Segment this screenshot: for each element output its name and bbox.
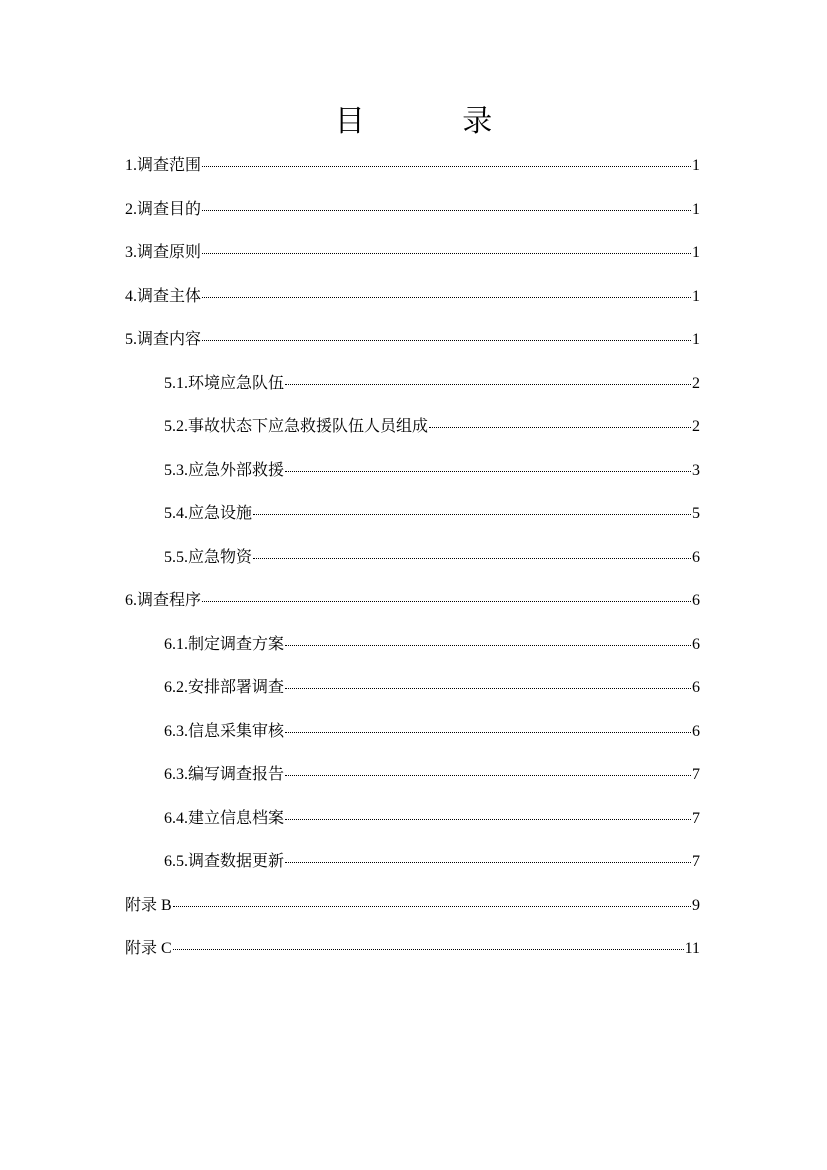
toc-entry-label: 5.4.应急设施	[164, 505, 253, 522]
toc-entry-page-number: 6	[692, 635, 700, 653]
toc-entry-page-number: 1	[692, 200, 700, 218]
toc-entry-page-number: 3	[692, 461, 700, 479]
toc-leader-dots	[285, 687, 691, 689]
toc-entry-label: 6.调查程序	[125, 592, 202, 609]
toc-leader-dots	[285, 731, 691, 733]
toc-entry	[125, 583, 700, 627]
toc-entry-page-number: 1	[692, 331, 700, 348]
toc-subentry	[125, 453, 700, 497]
toc-entry-page-number: 6	[692, 722, 700, 740]
toc-leader-dots	[173, 905, 691, 907]
toc-entry-label: 6.4.建立信息档案	[164, 809, 285, 827]
toc-entry	[125, 322, 700, 366]
toc-entry-label: 5.3.应急外部救援	[164, 461, 285, 479]
toc-leader-dots	[285, 818, 691, 820]
toc-subentry	[125, 801, 700, 845]
toc-entry-label: 4.调查主体	[125, 287, 202, 305]
toc-subentry	[125, 366, 700, 410]
toc-leader-dots	[285, 470, 691, 472]
toc-entry	[125, 888, 700, 932]
toc-leader-dots	[173, 948, 684, 950]
toc-leader-dots	[202, 165, 691, 167]
toc-leader-dots	[202, 209, 691, 211]
toc-entry-page-number: 5	[692, 505, 700, 522]
toc-leader-dots	[285, 774, 691, 776]
toc-entry-page-number: 9	[692, 896, 700, 914]
toc-leader-dots	[253, 557, 691, 559]
toc-leader-dots	[285, 644, 691, 646]
toc-subentry	[125, 627, 700, 671]
toc-entry-label: 附录 C	[125, 940, 172, 957]
toc-entry-label: 6.3.信息采集审核	[164, 722, 285, 740]
toc-leader-dots	[253, 513, 691, 515]
toc-entry-label: 5.5.应急物资	[164, 548, 253, 566]
toc-subentry	[125, 757, 700, 801]
toc-leader-dots	[285, 861, 691, 863]
toc-entry-page-number: 7	[692, 766, 700, 783]
toc-subentry	[125, 409, 700, 453]
toc-entry-label: 1.调查范围	[125, 157, 202, 174]
toc-entry-page-number: 1	[692, 157, 700, 174]
toc-entry-page-number: 11	[684, 940, 700, 957]
toc-entry	[125, 931, 700, 975]
toc-leader-dots	[202, 600, 691, 602]
toc-subentry	[125, 496, 700, 540]
toc-entry-page-number: 6	[692, 592, 700, 609]
toc-subentry	[125, 844, 700, 888]
toc-subentry	[125, 670, 700, 714]
toc-leader-dots	[202, 339, 691, 341]
toc-entry-label: 6.2.安排部署调查	[164, 679, 285, 696]
page-title: 目 录	[334, 104, 537, 139]
toc-entry-page-number: 6	[692, 548, 700, 566]
toc-entry-label: 5.调查内容	[125, 331, 202, 348]
toc-entry	[125, 279, 700, 323]
toc-leader-dots	[202, 252, 691, 254]
toc-entry-page-number: 6	[692, 679, 700, 696]
toc-subentry	[125, 540, 700, 584]
toc-entry-label: 6.1.制定调查方案	[164, 635, 285, 653]
toc-entry	[125, 192, 700, 236]
toc-entry-page-number: 7	[692, 809, 700, 827]
toc-leader-dots	[285, 383, 691, 385]
toc-entry-page-number: 2	[692, 374, 700, 392]
toc-entry-label: 2.调查目的	[125, 200, 202, 218]
toc-entry-label: 3.调查原则	[125, 244, 202, 261]
toc-entry-label: 6.3.编写调查报告	[164, 766, 285, 783]
toc-leader-dots	[429, 426, 691, 428]
toc-entry	[125, 148, 700, 192]
table-of-contents	[125, 148, 700, 975]
toc-entry-page-number: 2	[692, 418, 700, 435]
toc-subentry	[125, 714, 700, 758]
toc-entry-page-number: 7	[692, 853, 700, 870]
toc-entry-page-number: 1	[692, 287, 700, 305]
toc-leader-dots	[202, 296, 691, 298]
toc-entry-label: 附录 B	[125, 896, 172, 914]
toc-entry-label: 6.5.调查数据更新	[164, 853, 285, 870]
toc-entry-label: 5.1.环境应急队伍	[164, 374, 285, 392]
toc-entry	[125, 235, 700, 279]
toc-entry-label: 5.2.事故状态下应急救援队伍人员组成	[164, 418, 429, 435]
toc-entry-page-number: 1	[692, 244, 700, 261]
